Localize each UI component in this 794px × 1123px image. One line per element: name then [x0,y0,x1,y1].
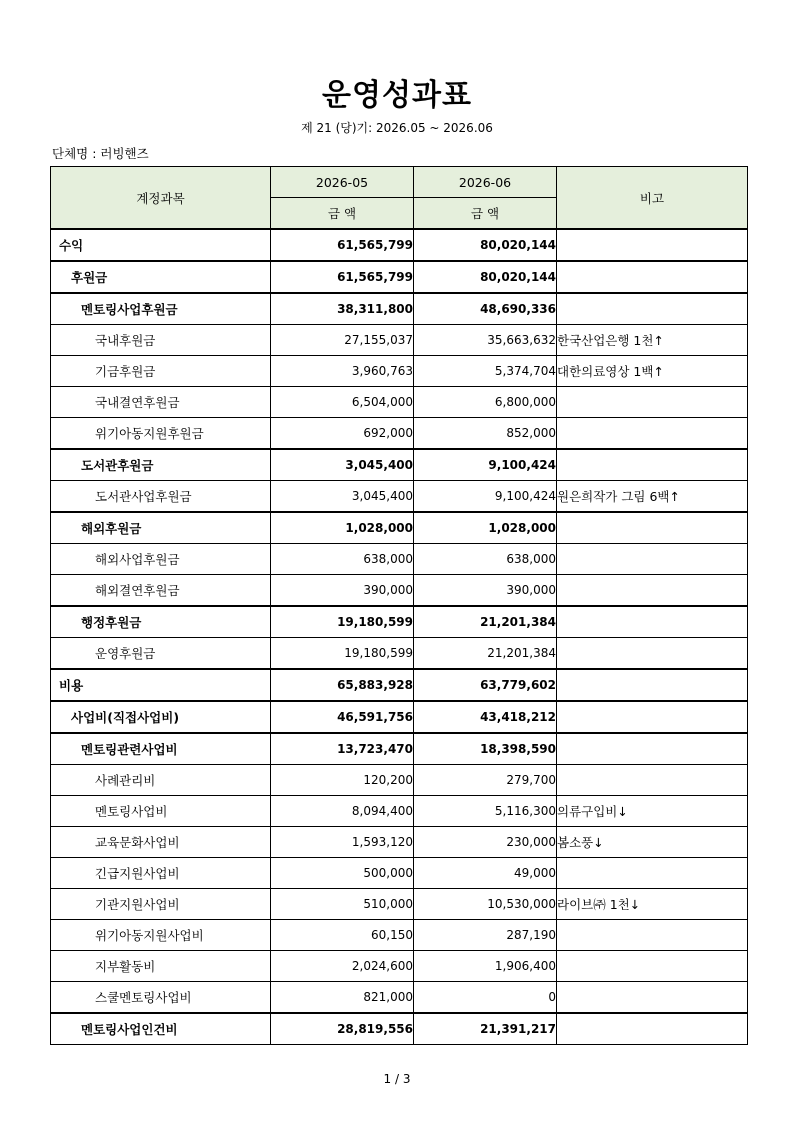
amount-2026-05: 3,045,400 [271,481,414,513]
table-row [51,261,748,293]
organization-name: 단체명 : 러빙핸즈 [52,146,149,161]
account-header: 계정과목 [51,167,271,230]
table-row [51,796,748,827]
table-body [51,229,748,1045]
amount-2026-05: 6,504,000 [271,387,414,418]
remark: 대한의료영상 1백↑ [557,356,748,387]
amount-2026-06: 9,100,424 [414,449,557,481]
table-row [51,889,748,920]
amount-2026-06: 21,391,217 [414,1013,557,1045]
remark [557,733,748,765]
amount-2026-06: 287,190 [414,920,557,951]
remark [557,418,748,450]
table-row [51,858,748,889]
page-number: 1 / 3 [383,1072,411,1086]
remark [557,765,748,796]
table-row [51,638,748,670]
amount-2026-05: 120,200 [271,765,414,796]
amount-2026-06: 230,000 [414,827,557,858]
amount-2026-06: 1,906,400 [414,951,557,982]
remark [557,982,748,1014]
account-name: 멘토링사업비 [51,796,271,827]
amount-2026-06: 0 [414,982,557,1014]
account-name: 기금후원금 [51,356,271,387]
amount-2026-05: 13,723,470 [271,733,414,765]
table-row [51,920,748,951]
amount-2026-06: 80,020,144 [414,229,557,261]
amount-2026-05: 61,565,799 [271,261,414,293]
account-name: 스쿨멘토링사업비 [51,982,271,1014]
account-name: 도서관후원금 [51,449,271,481]
account-name: 운영후원금 [51,638,271,670]
amount-2026-05: 821,000 [271,982,414,1014]
remark [557,387,748,418]
amount-2026-06: 852,000 [414,418,557,450]
fiscal-period: 제 21 (당)기: 2026.05 ~ 2026.06 [301,121,493,135]
account-name: 도서관사업후원금 [51,481,271,513]
account-name: 국내후원금 [51,325,271,356]
table-row [51,1013,748,1045]
amount-2026-05: 27,155,037 [271,325,414,356]
amount-2026-05: 38,311,800 [271,293,414,325]
account-name: 후원금 [51,261,271,293]
remark [557,229,748,261]
amount-2026-06: 5,116,300 [414,796,557,827]
amount-2026-05: 19,180,599 [271,606,414,638]
amount-2026-06: 279,700 [414,765,557,796]
amount-2026-05: 390,000 [271,575,414,607]
account-name: 기관지원사업비 [51,889,271,920]
remark [557,669,748,701]
amount-2026-05: 510,000 [271,889,414,920]
table-row [51,544,748,575]
amount-2026-05: 692,000 [271,418,414,450]
account-name: 수익 [51,229,271,261]
amount-2026-06: 6,800,000 [414,387,557,418]
operating-results-table [50,166,748,1045]
amount-2026-06: 5,374,704 [414,356,557,387]
remark: 원은희작가 그림 6백↑ [557,481,748,513]
remark [557,449,748,481]
account-name: 국내결연후원금 [51,387,271,418]
amount-2026-06: 48,690,336 [414,293,557,325]
table-row [51,669,748,701]
table-row [51,293,748,325]
page-title: 운영성과표 [322,78,472,113]
account-name: 해외사업후원금 [51,544,271,575]
table-row [51,481,748,513]
remark [557,575,748,607]
amount-2026-05: 60,150 [271,920,414,951]
note-header: 비고 [557,167,748,230]
amount-2026-05: 500,000 [271,858,414,889]
remark [557,701,748,733]
amount-2026-05: 2,024,600 [271,951,414,982]
amount-2026-06: 638,000 [414,544,557,575]
remark [557,638,748,670]
remark [557,512,748,544]
month2-header: 2026-06 [414,167,557,198]
amount-2026-06: 390,000 [414,575,557,607]
table-row [51,325,748,356]
account-name: 멘토링관련사업비 [51,733,271,765]
amount-2026-05: 3,960,763 [271,356,414,387]
remark [557,606,748,638]
amount2-header: 금 액 [414,198,557,230]
amount-2026-05: 28,819,556 [271,1013,414,1045]
account-name: 위기아동지원후원금 [51,418,271,450]
remark: 봄소풍↓ [557,827,748,858]
month1-header: 2026-05 [271,167,414,198]
table-row [51,733,748,765]
table-row [51,827,748,858]
remark: 한국산업은행 1천↑ [557,325,748,356]
amount-2026-06: 80,020,144 [414,261,557,293]
account-name: 지부활동비 [51,951,271,982]
table-row [51,951,748,982]
remark [557,293,748,325]
account-name: 해외결연후원금 [51,575,271,607]
table-row [51,575,748,607]
amount-2026-05: 61,565,799 [271,229,414,261]
remark [557,920,748,951]
remark: 의류구입비↓ [557,796,748,827]
table-row [51,606,748,638]
remark [557,1013,748,1045]
amount-2026-05: 8,094,400 [271,796,414,827]
table-row [51,449,748,481]
amount-2026-06: 49,000 [414,858,557,889]
amount-2026-06: 1,028,000 [414,512,557,544]
amount-2026-06: 21,201,384 [414,638,557,670]
account-name: 긴급지원사업비 [51,858,271,889]
amount-2026-06: 43,418,212 [414,701,557,733]
account-name: 사업비(직접사업비) [51,701,271,733]
table-row [51,701,748,733]
account-name: 행정후원금 [51,606,271,638]
amount-2026-05: 1,028,000 [271,512,414,544]
remark [557,261,748,293]
amount-2026-05: 638,000 [271,544,414,575]
account-name: 멘토링사업후원금 [51,293,271,325]
table-row [51,387,748,418]
amount-2026-06: 21,201,384 [414,606,557,638]
table-row [51,512,748,544]
amount-2026-05: 1,593,120 [271,827,414,858]
account-name: 멘토링사업인건비 [51,1013,271,1045]
amount1-header: 금 액 [271,198,414,230]
remark [557,951,748,982]
table-row [51,982,748,1014]
amount-2026-06: 9,100,424 [414,481,557,513]
amount-2026-06: 35,663,632 [414,325,557,356]
table-row [51,418,748,450]
table-row [51,356,748,387]
remark [557,858,748,889]
account-name: 해외후원금 [51,512,271,544]
amount-2026-05: 46,591,756 [271,701,414,733]
account-name: 교육문화사업비 [51,827,271,858]
table-row [51,229,748,261]
amount-2026-06: 10,530,000 [414,889,557,920]
amount-2026-05: 65,883,928 [271,669,414,701]
amount-2026-05: 3,045,400 [271,449,414,481]
account-name: 위기아동지원사업비 [51,920,271,951]
account-name: 사례관리비 [51,765,271,796]
remark: 라이브㈜ 1천↓ [557,889,748,920]
account-name: 비용 [51,669,271,701]
remark [557,544,748,575]
amount-2026-06: 63,779,602 [414,669,557,701]
amount-2026-06: 18,398,590 [414,733,557,765]
amount-2026-05: 19,180,599 [271,638,414,670]
table-row [51,765,748,796]
